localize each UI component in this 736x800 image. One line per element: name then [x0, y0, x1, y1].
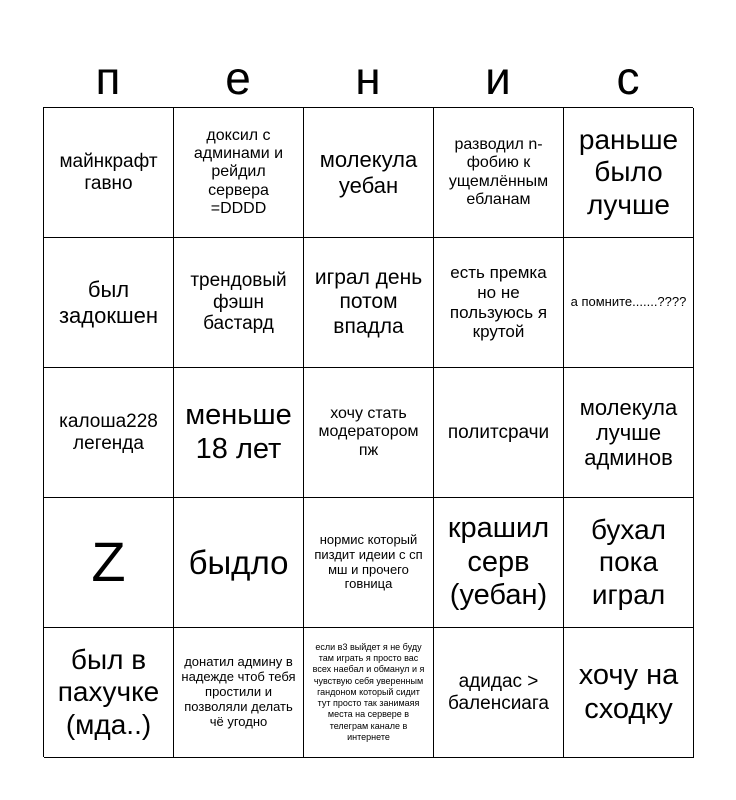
bingo-cell[interactable]: политсрачи [434, 368, 564, 498]
bingo-cell[interactable]: трендовый фэшн бастард [174, 238, 304, 368]
bingo-cell[interactable]: хочу на сходку [564, 628, 694, 758]
bingo-cell[interactable]: бухал пока играл [564, 498, 694, 628]
bingo-cell[interactable]: майнкрафт гавно [44, 108, 174, 238]
header-letter: п [95, 52, 121, 104]
bingo-cell[interactable]: молекула лучше админов [564, 368, 694, 498]
bingo-cell[interactable]: раньше было лучше [564, 108, 694, 238]
bingo-cell[interactable]: Z [44, 498, 174, 628]
header-letter: и [485, 52, 511, 104]
bingo-cell[interactable]: хочу стать модератором пж [304, 368, 434, 498]
bingo-cell[interactable]: разводил n-фобию к ущемлённым ебланам [434, 108, 564, 238]
bingo-cell[interactable]: донатил админу в надежде чтоб тебя простили и позволяли делать чё угодно [174, 628, 304, 758]
bingo-cell[interactable]: молекула уебан [304, 108, 434, 238]
bingo-cell[interactable]: крашил серв (уебан) [434, 498, 564, 628]
bingo-cell[interactable]: быдло [174, 498, 304, 628]
bingo-cell[interactable]: меньше 18 лет [174, 368, 304, 498]
bingo-cell[interactable]: был задокшен [44, 238, 174, 368]
bingo-cell[interactable]: есть премка но не пользуюсь я крутой [434, 238, 564, 368]
bingo-grid [43, 107, 693, 757]
bingo-cell[interactable]: калоша228 легенда [44, 368, 174, 498]
bingo-cell[interactable]: доксил с админами и рейдил сервера =DDDD [174, 108, 304, 238]
bingo-cell[interactable]: если в3 выйдет я не буду там играть я просто вас всех наебал и обманул и я чувствую себя уверенным гандоном который сидит тут просто так занимаяя места на сервере в телеграм канале в интернете [304, 628, 434, 758]
bingo-cell[interactable]: нормис который пиздит идеии с сп мш и прочего говница [304, 498, 434, 628]
header-letter: с [616, 52, 640, 104]
header-letter: е [225, 52, 251, 104]
bingo-header [43, 48, 693, 108]
bingo-cell[interactable]: был в пахучке (мда..) [44, 628, 174, 758]
header-letter: н [355, 52, 381, 104]
bingo-cell[interactable]: адидас > баленсиага [434, 628, 564, 758]
bingo-cell[interactable]: а помните.......???? [564, 238, 694, 368]
bingo-cell[interactable]: играл день потом впадла [304, 238, 434, 368]
